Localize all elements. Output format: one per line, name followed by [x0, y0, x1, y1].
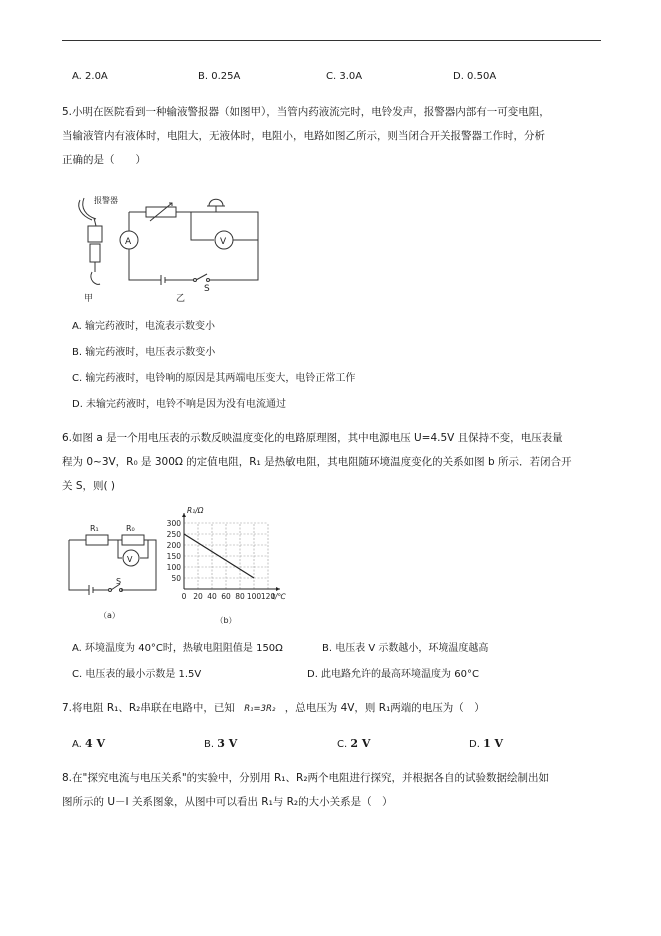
caption-b: （b）	[215, 616, 237, 625]
q8-stem: 8.在"探究电流与电压关系"的实验中，分别用 R₁、R₂两个电阻进行探究，并根据各自的试验数据绘制出如 图所示的 U－I 关系图象，从图中可以看出 R₁与 R₂的大小关系是（ ）	[62, 772, 550, 808]
q6-option-b[interactable]: B. 电压表 V 示数越小，环境温度越高	[322, 643, 489, 654]
iv-alarm-device-drawing	[79, 198, 102, 284]
x-tick-label: 60	[221, 592, 231, 601]
q5-stem: 5.小明在医院看到一种输液警报器（如图甲），当管内药液流完时，电铃发声，报警器内部有一可变电阻， 当输液管内有液体时，电阻大，无液体时，电阻小，电路如图乙所示，则当闭合开关报警器工作时，分析 正确的是（ ）	[62, 106, 550, 166]
q6-circuit-a	[64, 518, 164, 628]
alarm-device-label: 报警器	[94, 196, 118, 205]
alarm-circuit	[120, 199, 258, 285]
q5-figure	[66, 188, 276, 306]
q6-option-d[interactable]: D. 此电路允许的最高环境温度为 60°C	[307, 669, 479, 680]
q7-formula: R₁=3R₂	[244, 704, 276, 714]
y-tick-label: 250	[166, 530, 181, 539]
y-tick-label: 300	[166, 519, 181, 528]
q6-option-c[interactable]: C. 电压表的最小示数是 1.5V	[72, 669, 202, 680]
x-tick-label: 0	[181, 592, 187, 601]
q6-chart	[164, 504, 314, 629]
q6-stem: 6.如图 a 是一个用电压表的示数反映温度变化的电路原理图，其中电源电压 U=4.5V 且保持不变，电压表量 程为 0~3V，R₀ 是 300Ω 的定值电阻，R₁ 是热敏电阻，其电阻随环境温度变化的关系如图 b 所示．若闭合开 关 S，则( )	[62, 432, 572, 492]
x-tick-label: 120	[260, 592, 276, 601]
y-tick-label: 150	[166, 552, 181, 561]
r0-label: R₀	[126, 524, 135, 533]
y-axis-label: R₁/Ω	[187, 506, 204, 515]
x-axis-label: t/℃	[272, 592, 286, 601]
y-axis-arrow	[182, 513, 186, 517]
fig-jia-caption: 甲	[84, 294, 94, 304]
q5-option-c[interactable]: C. 输完药液时，电铃响的原因是其两端电压变大，电铃正常工作	[72, 373, 356, 384]
q7-option-d[interactable]: D. 1 V	[469, 737, 504, 750]
x-tick-label: 80	[235, 592, 245, 601]
q5-option-b[interactable]: B. 输完药液时，电压表示数变小	[72, 347, 216, 358]
y-tick-label: 50	[171, 574, 181, 583]
q7-option-a[interactable]: A. 4 V	[72, 737, 106, 750]
q4-option-a[interactable]: A. 2.0A	[72, 71, 108, 82]
x-axis-arrow	[276, 587, 280, 591]
q5-option-a[interactable]: A. 输完药液时，电流表示数变小	[72, 321, 216, 332]
y-tick-label: 200	[166, 541, 181, 550]
voltmeter-label: V	[220, 237, 227, 247]
x-tick-label: 20	[193, 592, 203, 601]
q5-option-d[interactable]: D. 未输完药液时，电铃不响是因为没有电流通过	[72, 399, 287, 410]
q7-stem: 7.将电阻 R₁、R₂串联在电路中，已知 R₁=3R₂ ，总电压为 4V，则 R₁两端的电压为（ ）	[62, 702, 485, 714]
q7-option-b[interactable]: B. 3 V	[204, 737, 238, 750]
header-rule	[62, 40, 601, 41]
ammeter-label: A	[125, 237, 132, 247]
fig-yi-caption: 乙	[176, 294, 186, 304]
caption-a: （a）	[99, 611, 120, 620]
q4-option-d[interactable]: D. 0.50A	[453, 71, 497, 82]
q6-switch-label: S	[116, 577, 122, 586]
q7-option-c[interactable]: C. 2 V	[337, 737, 371, 750]
x-tick-label: 100	[246, 592, 262, 601]
q4-option-b[interactable]: B. 0.25A	[198, 71, 241, 82]
switch-label: S	[204, 284, 210, 294]
q4-option-c[interactable]: C. 3.0A	[326, 71, 363, 82]
q6-option-a[interactable]: A. 环境温度为 40°C时，热敏电阻阻值是 150Ω	[72, 643, 283, 654]
x-tick-label: 40	[207, 592, 217, 601]
r1-label: R₁	[90, 524, 99, 533]
y-tick-label: 100	[166, 563, 181, 572]
q6-voltmeter-label: V	[127, 555, 133, 564]
